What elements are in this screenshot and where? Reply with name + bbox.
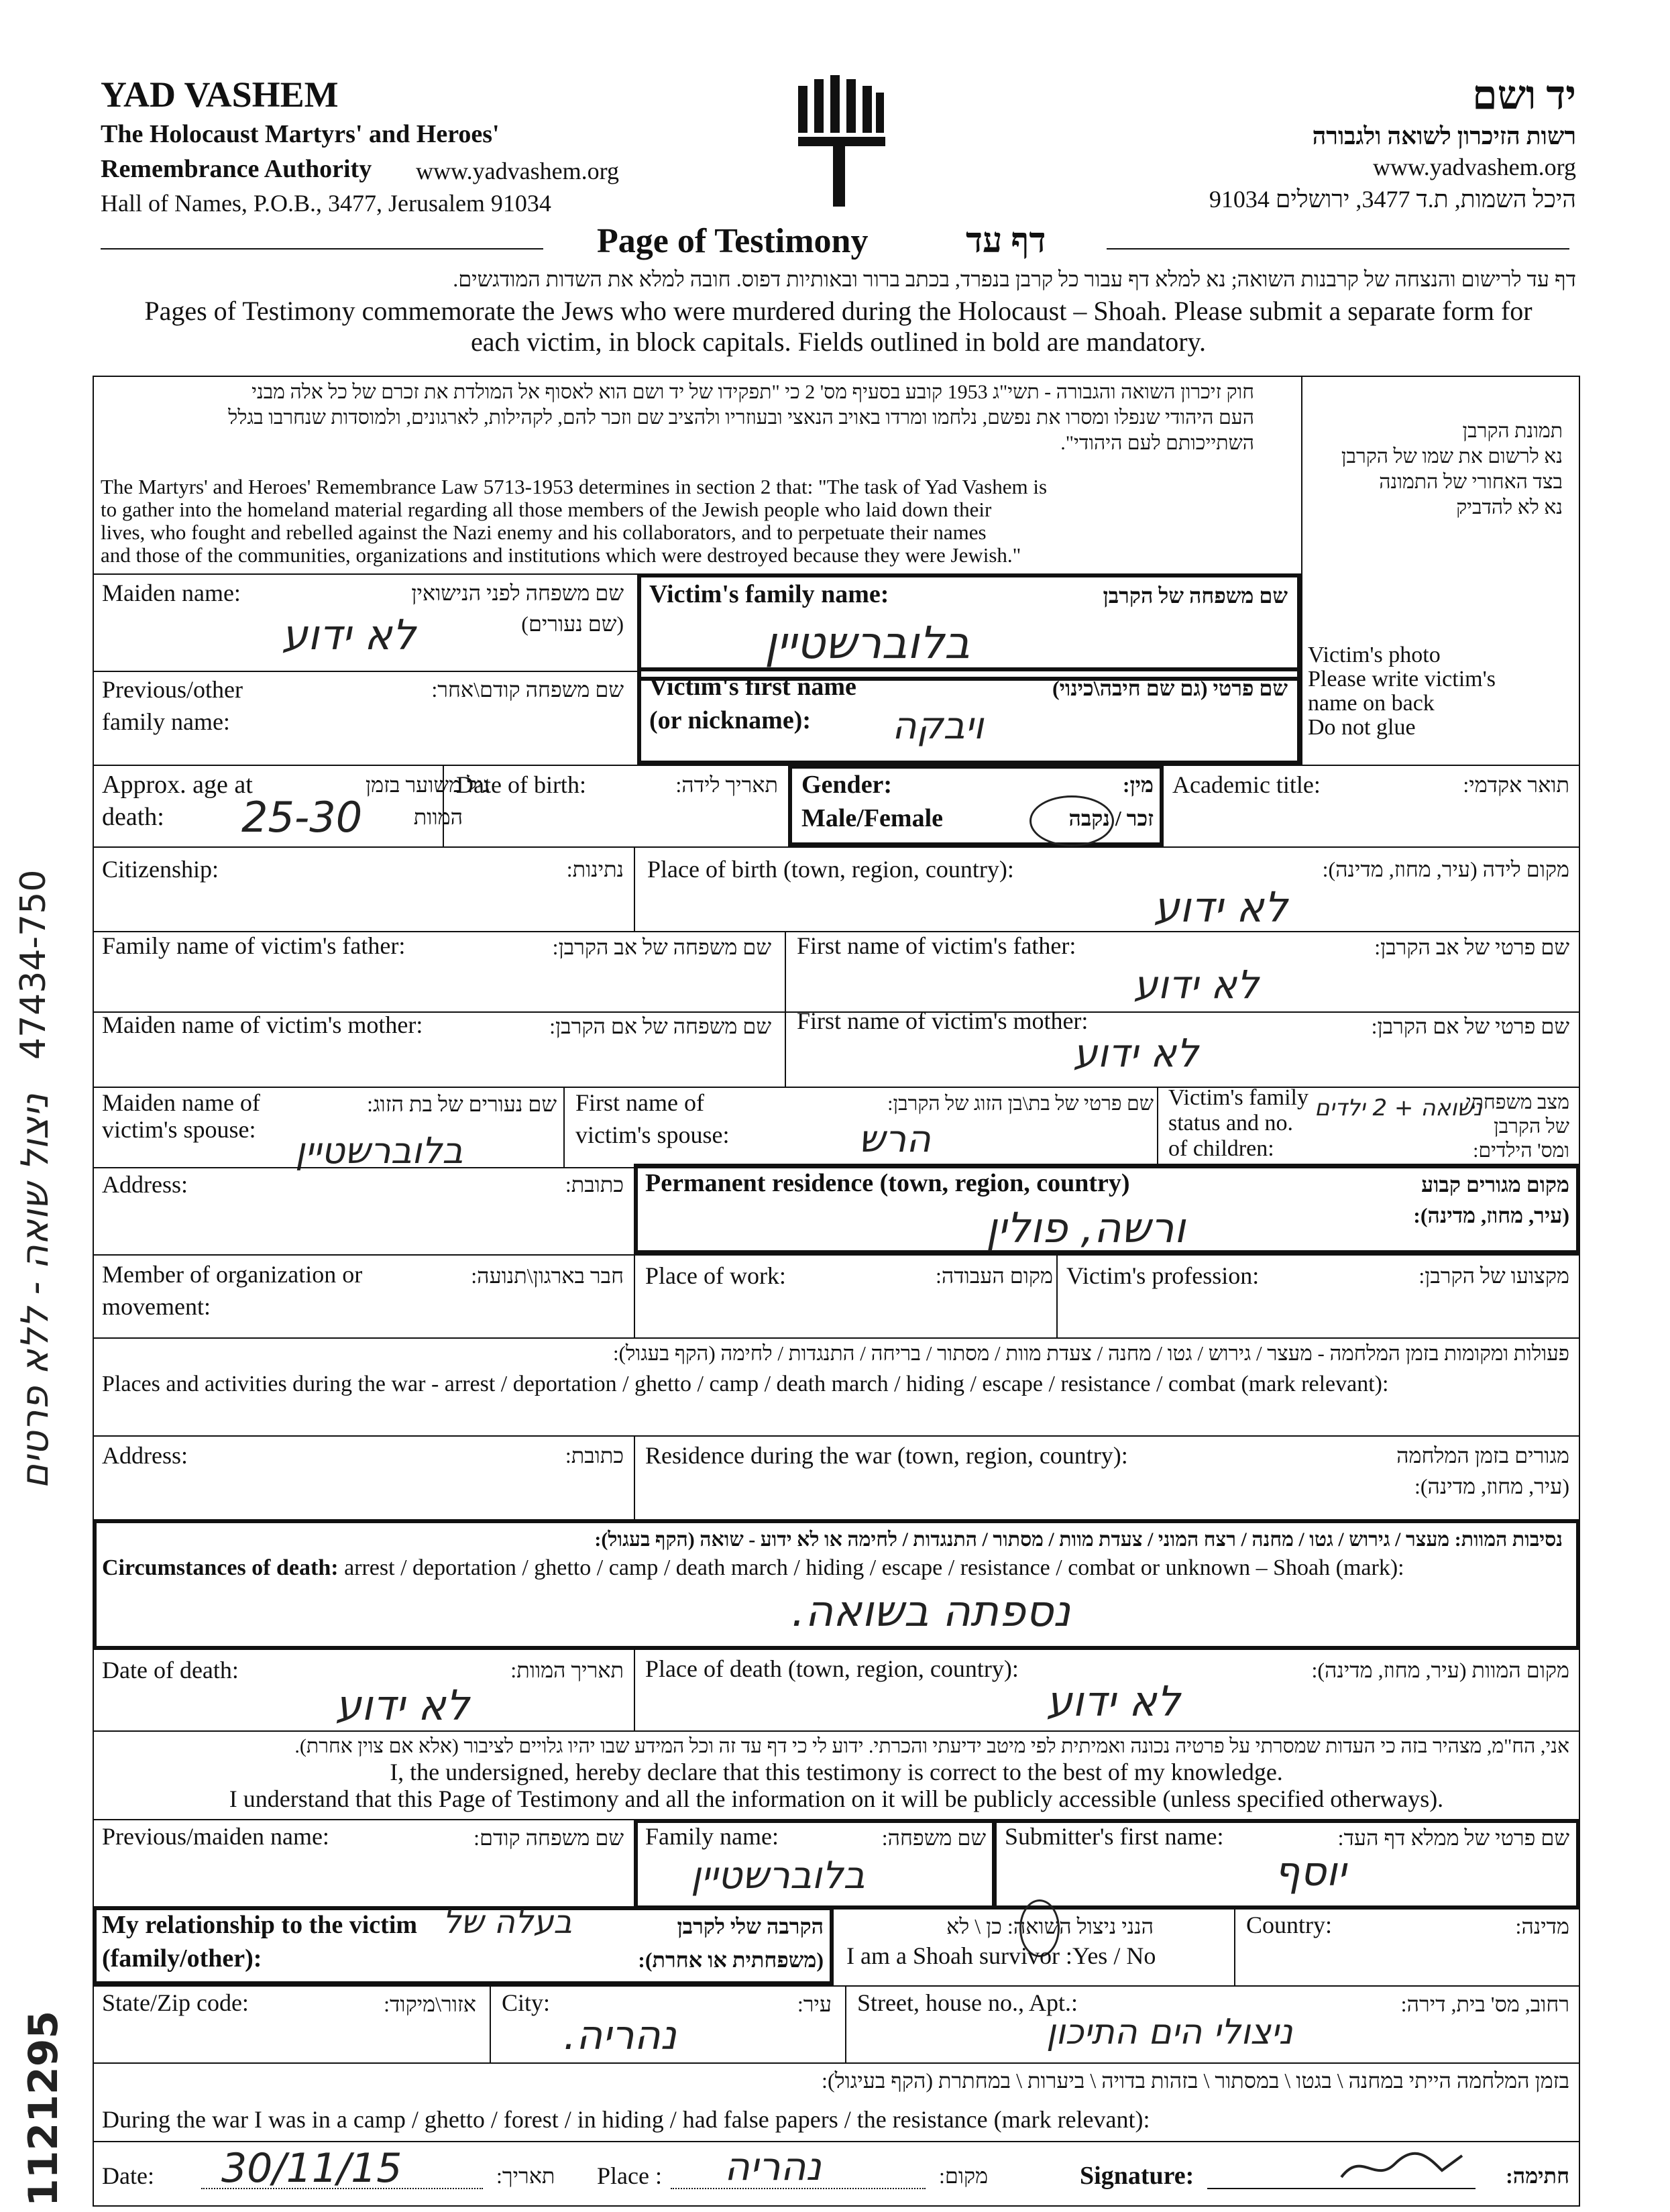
permanent-residence-label: Permanent residence (town, region, country) bbox=[645, 1169, 1130, 1197]
submitter-family-name-value[interactable]: בלוברשטיין bbox=[691, 1854, 865, 1897]
margin-corner-number: 1121295 bbox=[20, 2010, 67, 2207]
war-residence-label-he: מגורים בזמן המלחמה bbox=[1396, 1443, 1569, 1468]
declaration-he: אני, הח"מ, מצהיר בזה כי העדות שמסרתי על פרטיה נכונה ואמיתית לפי מיטב ידיעתי והכרתי. ידוע לי כי דף עד זה וכל המידע שבו יהיו גלויים לציבור (אלא אם צוין אחרת). bbox=[294, 1735, 1569, 1757]
city-value[interactable]: נהריה. bbox=[563, 2012, 677, 2059]
law-en-3: lives, who fought and rebelled against the Nazi enemy and his collaborators, and to perpetuate their names bbox=[101, 520, 987, 544]
rule bbox=[785, 931, 786, 1011]
signature-mark bbox=[1335, 2144, 1469, 2191]
profession-label-he: מקצועו של הקרבן: bbox=[1418, 1264, 1569, 1288]
mother-maiden-name-label: Maiden name of victim's mother: bbox=[102, 1011, 423, 1038]
signature-label-he: חתימה: bbox=[1506, 2164, 1569, 2188]
intro-en-line-2: each victim, in block capitals. Fields outlined in bold are mandatory. bbox=[470, 327, 1206, 357]
declaration-en-1: I, the undersigned, hereby declare that this testimony is correct to the best of my knowledge. bbox=[390, 1759, 1283, 1785]
family-status-label-he: מצב משפחתי bbox=[1465, 1091, 1569, 1113]
gender-options-he[interactable]: זכר / נקבה bbox=[1068, 806, 1154, 830]
rule bbox=[634, 1254, 635, 1337]
photo-en-4: Do not glue bbox=[1308, 715, 1416, 740]
victim-family-name-label-he: שם משפחה של הקרבן bbox=[1103, 584, 1288, 608]
street-value[interactable]: ניצולי הים התיכון bbox=[1046, 2012, 1293, 2052]
street-label-he: רחוב, מס' בית, דירה: bbox=[1400, 1992, 1569, 2016]
authority-en-line-2: Remembrance Authority bbox=[101, 155, 372, 183]
rule bbox=[563, 1087, 565, 1167]
place-of-death-value[interactable]: לא ידוע bbox=[1046, 1677, 1180, 1726]
father-first-name-value[interactable]: לא ידוע bbox=[1133, 962, 1259, 1007]
title-rule-left bbox=[101, 248, 543, 250]
intro-he: דף עד לרישום והנצחה של קרבנות השואה; נא למלא דף עבור כל קרבן בנפרד, בכתב ברור ובאותיות דפוס. חובה למלא את השדות המודגשים. bbox=[453, 267, 1576, 291]
authority-en-line-1: The Holocaust Martyrs' and Heroes' bbox=[101, 120, 500, 148]
victim-first-name-label: Victim's first name bbox=[649, 673, 856, 701]
photo-he-1: תמונת הקרבן bbox=[1462, 420, 1563, 442]
citizenship-label-he: נתינות: bbox=[566, 857, 624, 881]
previous-name-label-2: family name: bbox=[102, 708, 230, 735]
photo-he-4: נא לא להדביק bbox=[1456, 496, 1563, 518]
website-en[interactable]: www.yadvashem.org bbox=[416, 158, 619, 184]
spouse-maiden-name-value[interactable]: בלוברשטיין bbox=[295, 1129, 463, 1172]
war-residence-label-he-2: (עיר, מחוז, מדינה): bbox=[1414, 1474, 1569, 1498]
place-underline bbox=[671, 2188, 926, 2189]
law-en-2: to gather into the homeland material regarding all those members of the Jewish people who laid down their bbox=[101, 498, 992, 521]
gender-label-he: מין: bbox=[1122, 773, 1154, 797]
rule bbox=[93, 1087, 1580, 1088]
rule bbox=[93, 2062, 1580, 2064]
org-name-he: יד ושם bbox=[1472, 73, 1576, 117]
rule bbox=[1234, 1910, 1235, 1985]
circumstances-label-he: נסיבות המוות: מעצר / גירוש / גטו / מחנה / רצח המוני / צעדת מוות / מסתור / התנגדות / לחימה או לא ידוע - שואה (הקף בעגול): bbox=[594, 1529, 1563, 1551]
rule bbox=[93, 1254, 1580, 1256]
submitter-first-name-label: Submitter's first name: bbox=[1005, 1823, 1224, 1850]
rule bbox=[93, 2141, 1580, 2142]
date-value[interactable]: 30/11/15 bbox=[221, 2145, 402, 2192]
place-label-he: מקום: bbox=[939, 2164, 989, 2188]
rule bbox=[93, 846, 1580, 848]
place-of-birth-label-he: מקום לידה (עיר, מחוז, מדינה): bbox=[1322, 857, 1569, 881]
photo-en-3: name on back bbox=[1308, 691, 1435, 716]
age-label-he-2: המוות bbox=[413, 805, 463, 829]
law-he-1: חוק זיכרון השואה והגבורה - תשי"ג 1953 קובע בסעיף מס' 2 כי "תפקידו של יד ושם הוא לאסוף אל המולדת את זכרם של כל אלה מבני bbox=[252, 381, 1254, 403]
law-he-3: השתייכותם לעם היהודי". bbox=[1060, 432, 1254, 454]
victim-family-name-label: Victim's family name: bbox=[649, 580, 889, 608]
dob-label-he: תאריך לידה: bbox=[675, 773, 778, 797]
title-rule-right bbox=[1107, 248, 1569, 250]
city-label-he: עיר: bbox=[797, 1992, 832, 2016]
relationship-label-he: הקרבה שלי לקרבן bbox=[677, 1914, 824, 1938]
intro-en-line-1: Pages of Testimony commemorate the Jews who were murdered during the Holocaust – Shoah. Please submit a separate form for bbox=[144, 296, 1533, 326]
citizenship-label: Citizenship: bbox=[102, 856, 219, 883]
rule bbox=[634, 1435, 635, 1519]
rule bbox=[93, 1435, 1580, 1437]
rule bbox=[634, 1650, 635, 1730]
zip-label-he: אזור\מיקוד: bbox=[384, 1992, 476, 2016]
relationship-value[interactable]: בעלה של bbox=[443, 1903, 572, 1941]
circumstances-label-bold: Circumstances of death: bbox=[102, 1555, 339, 1580]
academic-title-label-he: תואר אקדמי: bbox=[1463, 773, 1569, 797]
rule bbox=[1056, 1254, 1058, 1337]
spouse-maiden-name-label: Maiden name of bbox=[102, 1089, 260, 1116]
margin-note-vertical: ניצול שואה - ללא פרטים bbox=[13, 1093, 57, 1489]
circumstances-options: arrest / deportation / ghetto / camp / death march / hiding / escape / resistance / combat or unknown – Shoah (mark): bbox=[338, 1555, 1404, 1580]
signature-label: Signature: bbox=[1080, 2162, 1194, 2190]
survivor-label[interactable]: I am a Shoah survivor :Yes / No bbox=[846, 1942, 1156, 1969]
spouse-first-name-label-he: שם פרטי של בת\בן הזוג של הקרבן: bbox=[887, 1093, 1154, 1115]
country-label-he: מדינה: bbox=[1515, 1914, 1569, 1938]
submitter-family-name-label-he: שם משפחה: bbox=[881, 1826, 986, 1850]
place-of-birth-label: Place of birth (town, region, country): bbox=[647, 856, 1014, 883]
survivor-label-he[interactable]: הנני ניצול השואה: כן \ לא bbox=[946, 1914, 1154, 1938]
photo-en-2: Please write victim's bbox=[1308, 667, 1496, 692]
spouse-maiden-name-label-he: שם נעורים של בת הזוג: bbox=[367, 1092, 557, 1116]
rule bbox=[93, 1985, 1580, 1987]
war-address-label: Address: bbox=[102, 1442, 188, 1469]
gender-label-2: Male/Female bbox=[801, 804, 944, 832]
date-of-death-value[interactable]: לא ידוע bbox=[335, 1681, 469, 1730]
spouse-first-name-label: First name of bbox=[575, 1089, 704, 1116]
age-value[interactable]: 25-30 bbox=[241, 793, 363, 842]
maiden-name-value[interactable]: לא ידוע bbox=[282, 610, 416, 659]
family-status-label-2: status and no. bbox=[1168, 1111, 1294, 1136]
website-he[interactable]: www.yadvashem.org bbox=[1373, 154, 1576, 180]
family-status-label-he-2: של הקרבן bbox=[1494, 1115, 1569, 1138]
address-he: היכל השמות, ת.ד 3477, ירושלים 91034 bbox=[1209, 186, 1576, 213]
wartime-label-he: בזמן המלחמה הייתי במחנה \ בגטו \ במסתור \ בזהות בדויה \ ביערות \ במחתרת (הקף בעיגול): bbox=[822, 2068, 1569, 2093]
city-label: City: bbox=[502, 1989, 551, 2016]
country-label: Country: bbox=[1246, 1912, 1333, 1938]
submitter-family-name-label: Family name: bbox=[645, 1823, 779, 1850]
organization-label-he: חבר בארגון\תנועה: bbox=[471, 1264, 624, 1288]
war-address-label-he: כתובת: bbox=[565, 1443, 624, 1468]
rule bbox=[443, 765, 444, 846]
mother-maiden-name-label-he: שם משפחה של אם הקרבן: bbox=[549, 1014, 771, 1038]
father-first-name-label-he: שם פרטי של אב הקרבן: bbox=[1374, 935, 1569, 959]
mother-first-name-label: First name of victim's mother: bbox=[797, 1007, 1089, 1034]
family-status-value[interactable]: נשואה + 2 ילדים bbox=[1315, 1095, 1483, 1121]
maiden-name-label-he: שם משפחה לפני הנישואין bbox=[411, 581, 624, 605]
address-label-he: כתובת: bbox=[565, 1172, 624, 1197]
place-of-death-label: Place of death (town, region, country): bbox=[645, 1655, 1019, 1682]
war-activities-label[interactable]: Places and activities during the war - arrest / deportation / ghetto / camp / death march / hiding / escape / resistance / combat (mark relevant): bbox=[102, 1372, 1389, 1396]
rule bbox=[1157, 1087, 1158, 1167]
declaration-en-2: I understand that this Page of Testimony and all the information on it will be publicly accessible (unless specified otherways). bbox=[229, 1785, 1444, 1812]
war-residence-label: Residence during the war (town, region, country): bbox=[645, 1442, 1128, 1469]
mother-first-name-label-he: שם פרטי של אם הקרבן: bbox=[1371, 1014, 1569, 1038]
submitter-first-name-label-he: שם פרטי של ממלא דף העד: bbox=[1337, 1826, 1569, 1850]
submitter-previous-name-label: Previous/maiden name: bbox=[102, 1823, 329, 1850]
photo-en-1: Victim's photo bbox=[1308, 643, 1441, 667]
rule bbox=[785, 1011, 786, 1087]
place-of-death-label-he: מקום המוות (עיר, מחוז, מדינה): bbox=[1311, 1658, 1569, 1682]
victim-family-name-value[interactable]: בלוברשטיין bbox=[765, 617, 970, 669]
page-title-he: דף עד bbox=[966, 222, 1046, 260]
place-of-work-label-he: מקום העבודה: bbox=[935, 1264, 1053, 1288]
spouse-first-name-label-2: victim's spouse: bbox=[575, 1121, 730, 1148]
date-of-death-label-he: תאריך המוות: bbox=[510, 1658, 624, 1682]
victim-first-name-label-2: (or nickname): bbox=[649, 706, 811, 734]
street-label: Street, house no., Apt.: bbox=[857, 1989, 1078, 2016]
victim-first-name-value[interactable]: ויבקה bbox=[892, 704, 984, 748]
family-status-label-he-3: ומס' הילדים: bbox=[1473, 1140, 1569, 1162]
circumstances-value[interactable]: נספתה בשואה. bbox=[791, 1587, 1071, 1637]
photo-divider bbox=[1301, 376, 1302, 765]
profession-label: Victim's profession: bbox=[1066, 1262, 1260, 1289]
page-title-en: Page of Testimony bbox=[597, 222, 869, 260]
margin-number-vertical: 47434-750 bbox=[13, 869, 54, 1060]
place-of-birth-value[interactable]: לא ידוע bbox=[1154, 883, 1288, 932]
relationship-label: My relationship to the victim bbox=[102, 1911, 418, 1939]
law-en-4: and those of the communities, organizations and institutions which were destroyed because they were Jewish." bbox=[101, 543, 1021, 567]
age-label-he: גיל משוער בזמן bbox=[365, 773, 490, 797]
permanent-residence-label-he-2: (עיר, מחוז, מדינה): bbox=[1413, 1203, 1569, 1227]
authority-he: רשות הזיכרון לשואה ולגבורה bbox=[1312, 123, 1576, 150]
date-label-he: תאריך: bbox=[496, 2164, 555, 2188]
organization-label: Member of organization or bbox=[102, 1261, 363, 1288]
mother-first-name-value[interactable]: לא ידוע bbox=[1073, 1030, 1199, 1076]
wartime-label[interactable]: During the war I was in a camp / ghetto / forest / in hiding / had false papers / the resistance (mark relevant): bbox=[102, 2106, 1150, 2133]
address-label: Address: bbox=[102, 1171, 188, 1198]
rule bbox=[845, 1985, 846, 2062]
place-of-work-label: Place of work: bbox=[645, 1262, 786, 1289]
spouse-maiden-name-label-2: victim's spouse: bbox=[102, 1116, 256, 1143]
submitter-first-name-value[interactable]: יוסף bbox=[1274, 1848, 1347, 1895]
date-of-death-label: Date of death: bbox=[102, 1657, 239, 1683]
female-selection-circle bbox=[1029, 795, 1114, 846]
father-first-name-label: First name of victim's father: bbox=[797, 932, 1076, 959]
zip-label: State/Zip code: bbox=[102, 1989, 249, 2016]
rule bbox=[490, 1985, 491, 2062]
org-name-en: YAD VASHEM bbox=[101, 74, 339, 115]
spouse-first-name-value[interactable]: הרש bbox=[858, 1117, 931, 1161]
previous-name-label-he: שם משפחה קודם\אחר: bbox=[431, 677, 624, 702]
rule bbox=[93, 671, 637, 672]
law-he-2: העם היהודי שנפלו ומסרו את נפשם, נלחמו ומרדו באויב הנאצי ובעוזריו ולהציב שם וזכר להם, לקהילות, לארגונים, ולמוסדות שנחרבו בגלל bbox=[228, 406, 1254, 429]
photo-he-3: בצד האחורי של התמונה bbox=[1379, 471, 1563, 493]
age-label-2: death: bbox=[102, 803, 164, 831]
previous-name-label: Previous/other bbox=[102, 676, 243, 703]
permanent-residence-value[interactable]: ורשה, פולין bbox=[986, 1203, 1186, 1252]
circumstances-label[interactable] bbox=[102, 1553, 1404, 1583]
maiden-name-label: Maiden name: bbox=[102, 579, 241, 606]
father-family-name-label: Family name of victim's father: bbox=[102, 932, 406, 959]
dob-label: Date of birth: bbox=[456, 771, 586, 798]
date-label: Date: bbox=[102, 2162, 154, 2189]
family-status-label: Victim's family bbox=[1168, 1085, 1309, 1110]
relationship-label-he-2: (משפחתית או אחרת): bbox=[638, 1948, 824, 1972]
academic-title-label: Academic title: bbox=[1172, 771, 1321, 798]
date-underline bbox=[201, 2188, 483, 2189]
submitter-previous-name-label-he: שם משפחה קודם: bbox=[474, 1826, 624, 1850]
menorah-logo-icon bbox=[791, 72, 892, 213]
law-en-1: The Martyrs' and Heroes' Remembrance Law 5713-1953 determines in section 2 that: "The task of Yad Vashem is bbox=[101, 475, 1048, 498]
gender-label: Gender: bbox=[801, 771, 893, 799]
war-activities-label-he: פעולות ומקומות בזמן המלחמה - מעצר / גירוש / גטו / מחנה / צעדת מוות / מסתור / בריחה / התנגדות / לחימה (הקף בעגול): bbox=[613, 1341, 1569, 1365]
photo-he-2: נא לרשום את שמו של הקרבן bbox=[1341, 445, 1563, 467]
place-label: Place : bbox=[597, 2162, 662, 2189]
victim-first-name-label-he: שם פרטי (גם שם חיבה\כינוי) bbox=[1052, 676, 1288, 700]
family-status-label-3: of children: bbox=[1168, 1136, 1274, 1161]
maiden-name-label-he-2: (שם נעורים) bbox=[521, 612, 624, 636]
father-family-name-label-he: שם משפחה של אב הקרבן: bbox=[552, 935, 771, 959]
permanent-residence-label-he: מקום מגורים קבוע bbox=[1421, 1172, 1569, 1197]
organization-label-2: movement: bbox=[102, 1293, 211, 1320]
place-value[interactable]: נהריה bbox=[724, 2144, 822, 2189]
address-en: Hall of Names, P.O.B., 3477, Jerusalem 91034 bbox=[101, 190, 551, 217]
age-label: Approx. age at bbox=[102, 771, 253, 799]
relationship-label-2: (family/other): bbox=[102, 1944, 262, 1973]
rule bbox=[634, 846, 635, 931]
